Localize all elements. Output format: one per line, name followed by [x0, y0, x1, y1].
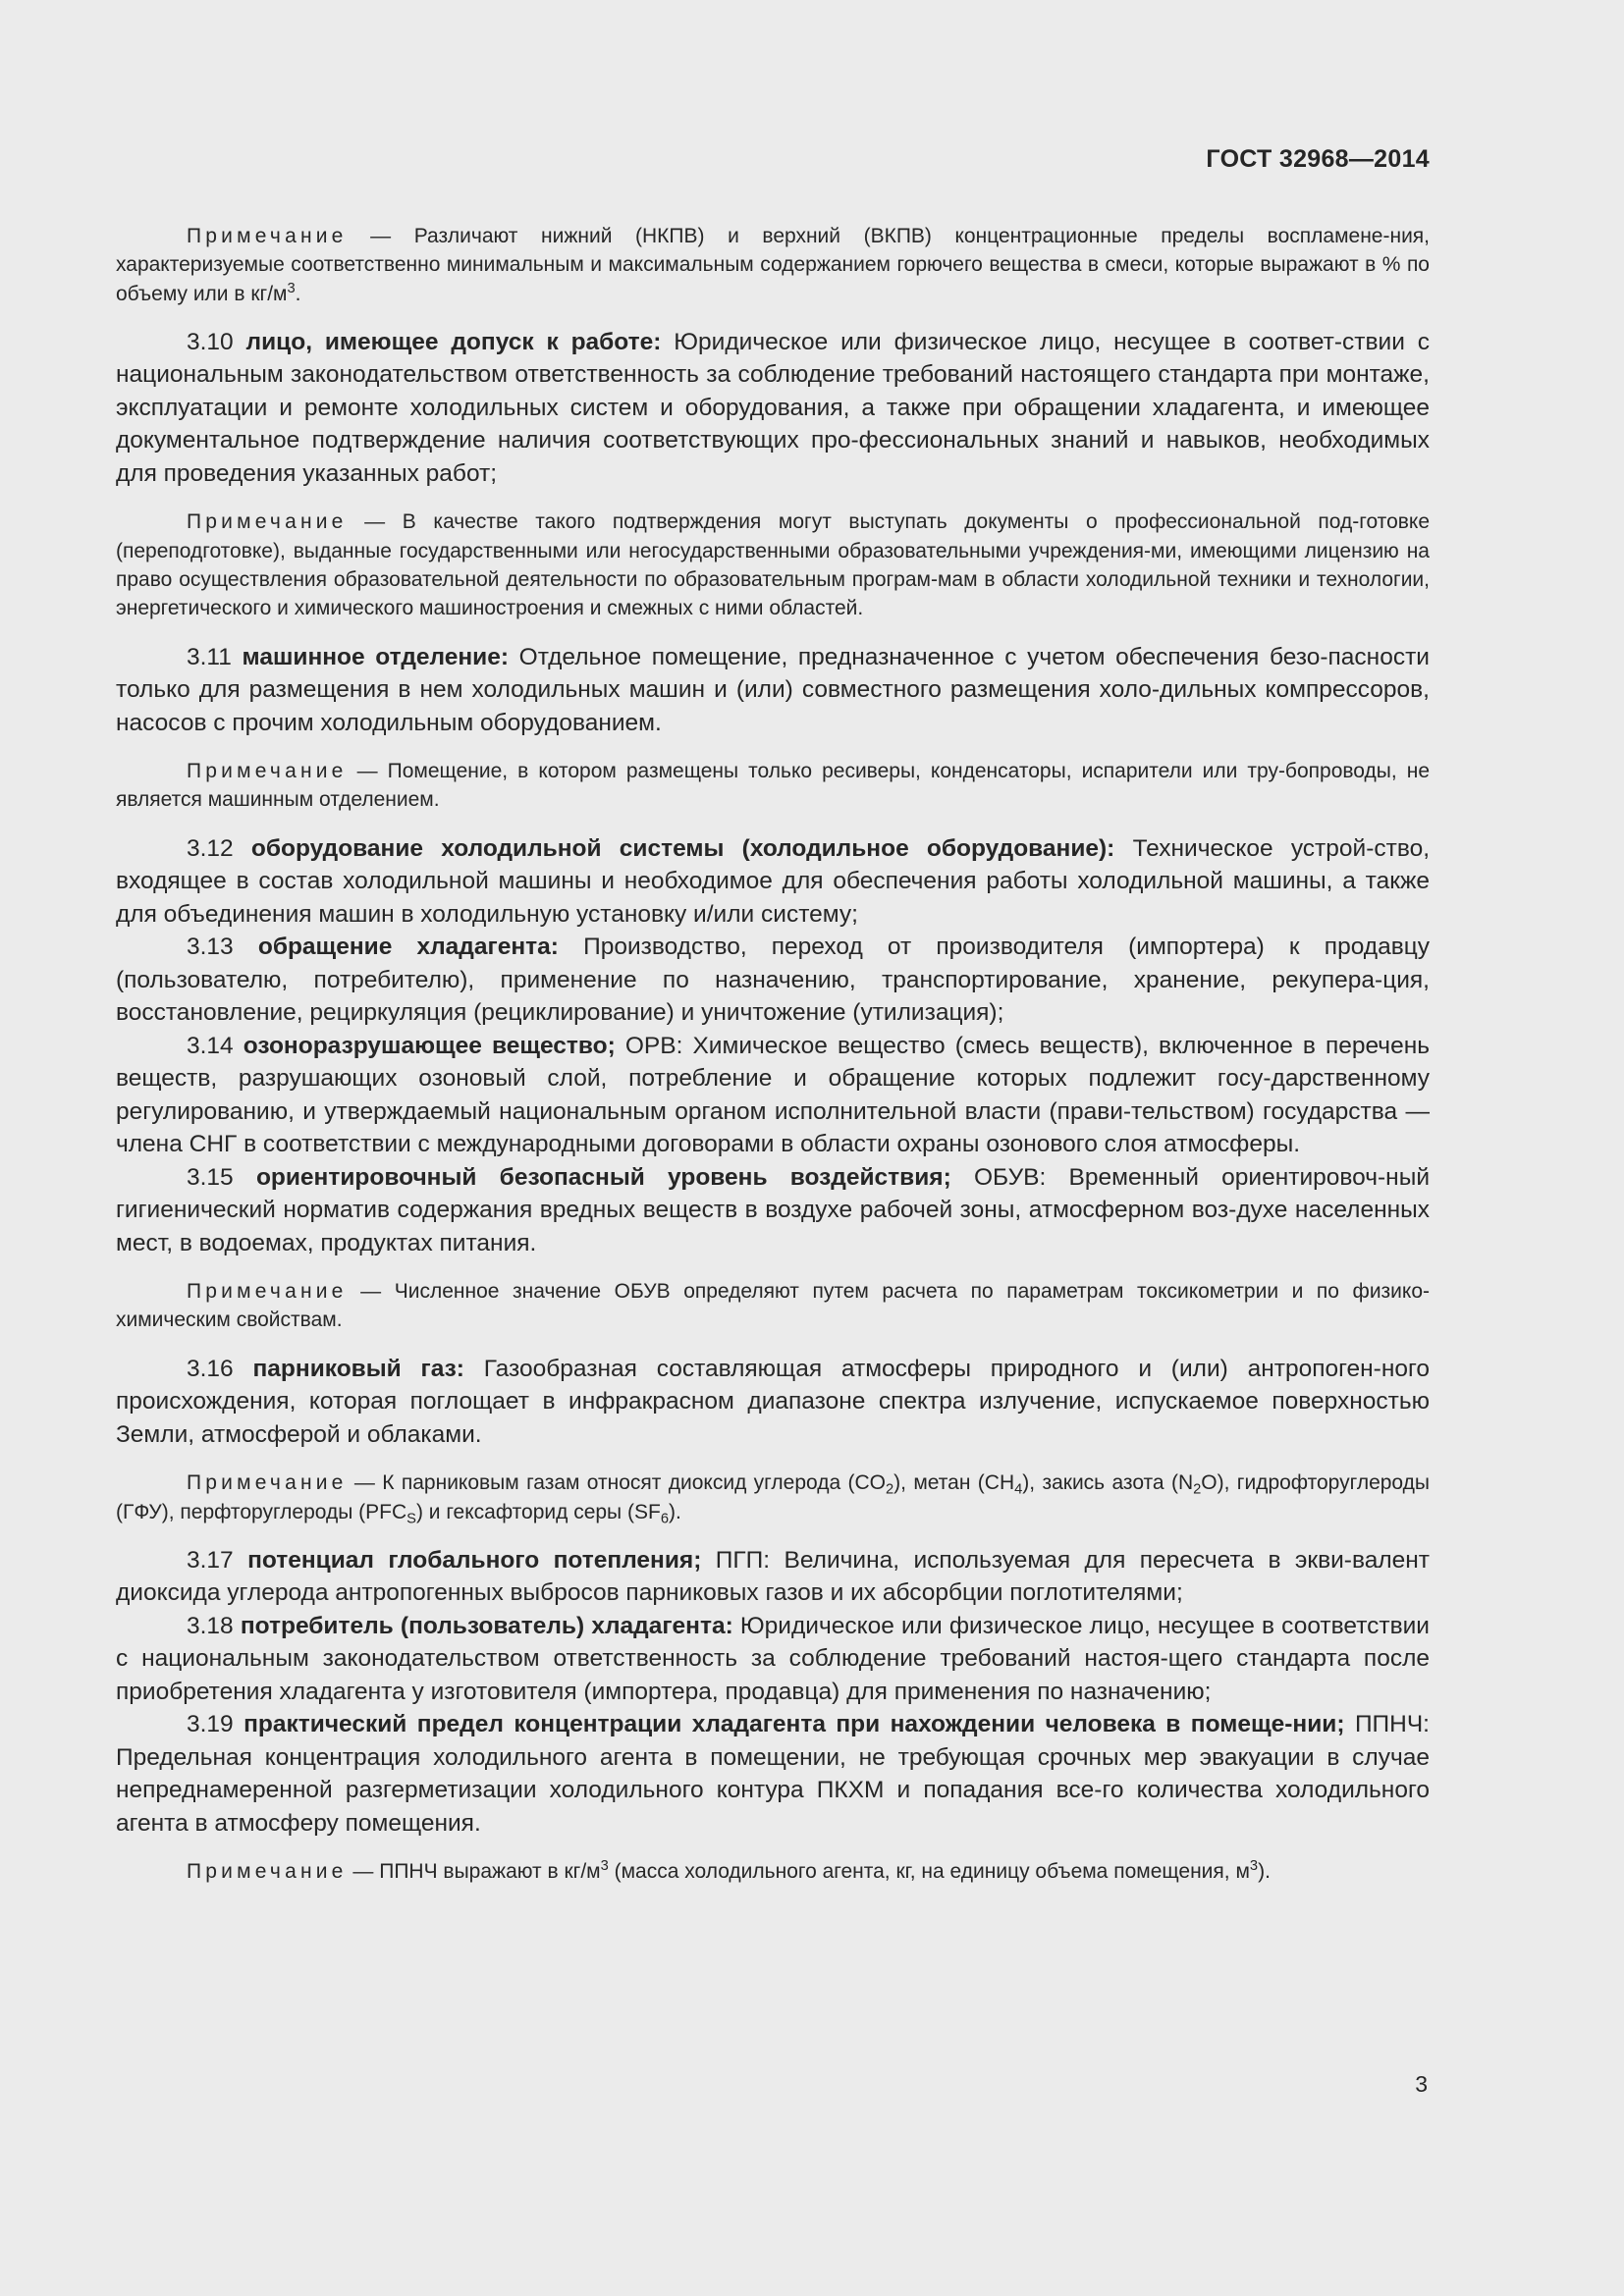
note-label: Примечание	[187, 225, 348, 247]
term-title: озоноразрушающее вещество;	[243, 1032, 616, 1059]
term-3-10: 3.10 лицо, имеющее допуск к работе: Юридическое или физическое лицо, несущее в соответ-ствии с национальным законодательством ответственность за соблюдение требований настоящего стандарта при монтаже, эксплуатации и ремонте холодильных систем и оборудования, а также при обращении хладагента, и имеющее документальное подтверждение наличия соответствующих про-фессиональных знаний и навыков, необходимых для проведения указанных работ;	[116, 328, 1431, 487]
term-3-19: 3.19 практический предел концентрации хладагента при нахождении человека в помеще-нии; ППНЧ: Предельная концентрация холодильного агента в помещении, не требующая срочных мер эвакуации в случае непреднамеренной разгерметизации холодильного контура ПКХМ и попадания все-го количества холодильного агента в атмосферу помещения.	[116, 1711, 1430, 1837]
term-3-15: 3.15 ориентировочный безопасный уровень воздействия; ОБУВ: Временный ориентировоч-ный гигиенический норматив содержания вредных веществ в воздухе рабочей зоны, атмосферном воз-духе населенных мест, в водоемах, продуктах питания.	[116, 1163, 1431, 1256]
term-title: практический предел концентрации хладагента при нахождении человека в помеще-нии;	[244, 1711, 1345, 1738]
note-3-15: Примечание — Численное значение ОБУВ определяют путем расчета по параметрам токсикометрии и по физико-химическим свойствам.	[116, 1280, 1431, 1332]
term-3-17: 3.17 потенциал глобального потепления; ПГП: Величина, используемая для пересчета в экви-валент диоксида углерода антропогенных выбросов парниковых газов и их абсорбции поглотителями;	[116, 1546, 1431, 1607]
term-3-18: 3.18 потребитель (пользователь) хладагента: Юридическое или физическое лицо, несущее в соответствии с национальным законодательством ответственность за соблюдение требований настоя-щего стандарта после приобретения хладагента у изготовителя (импортера, продавца) для применения по назначению;	[116, 1612, 1430, 1705]
note-label: Примечание	[187, 1280, 348, 1304]
term-title: оборудование холодильной системы (холодильное оборудование):	[250, 834, 1115, 862]
page-number: 3	[1415, 2071, 1428, 2097]
term-3-14: 3.14 озоноразрушающее вещество; ОРВ: Химическое вещество (смесь веществ), включенное в перечень веществ, разрушающих озоновый слой, потребление и обращение которых подлежит госу-дарственному регулированию, и утверждаемый национальным органом исполнительной власти (прави-тельством) государства — члена СНГ в соответствии с международными договорами в области охраны озонового слоя атмосферы.	[116, 1032, 1430, 1158]
note-3-16: Примечание — К парниковым газам относят диоксид углерода $(CO_2)$, метан $(CH_4)$, закись азота $(N_2O)$, гидрофторуглероды (ГФУ), перфторуглероды $(PFC_S)$ и гексафторид серы $(SF_6)$.	[116, 1471, 1430, 1526]
term-title: машинное отделение:	[242, 643, 510, 670]
term-title: ориентировочный безопасный уровень воздействия;	[255, 1163, 951, 1191]
note-flammability-limits: Примечание — Различают нижний (НКПВ) и верхний (ВКПВ) концентрационные пределы воспламене-ния, характеризуемые соответственно минимальным и максимальным содержанием горючего вещества в смеси, которые выражают в % по объему или в $кг/м^3$.	[116, 225, 1431, 305]
term-3-11: 3.11 машинное отделение: Отдельное помещение, предназначенное с учетом обеспечения безо-пасности только для размещения в нем холодильных машин и (или) совместного размещения холо-дильных компрессоров, насосов с прочим холодильным оборудованием.	[116, 643, 1430, 736]
note-label: Примечание	[187, 510, 348, 534]
term-title: парниковый газ:	[252, 1355, 464, 1382]
term-title: потенциал глобального потепления;	[247, 1546, 702, 1574]
term-title: потребитель (пользователь) хладагента:	[240, 1612, 733, 1639]
term-3-13: 3.13 обращение хладагента: Производство, переход от производителя (импортера) к продавцу (пользователю, потребителю), применение по назначению, транспортирование, хранение, рекупера-ция, восстановление, рециркуляция (рециклирование) и уничтожение (утилизация);	[116, 934, 1431, 1027]
term-3-12: 3.12 оборудование холодильной системы (холодильное оборудование): Техническое устрой-ство, входящее в состав холодильной машины и необходимое для обеспечения работы холодильной машины, а также для объединения машин в холодильную установку и/или систему;	[116, 834, 1430, 928]
note-3-10: Примечание — В качестве такого подтверждения могут выступать документы о профессиональной под-готовке (переподготовке), выданные государственными или негосударственными образовательными учреждения-ми, имеющими лицензию на право осуществления образовательной деятельности по образовательным програм-мам в области холодильной техники и технологии, энергетического и химического машиностроения и смежных с ними областей.	[116, 510, 1431, 620]
note-3-11: Примечание — Помещение, в котором размещены только ресиверы, конденсаторы, испарители или тру-бопроводы, не является машинным отделением.	[116, 760, 1431, 812]
term-3-16: 3.16 парниковый газ: Газообразная составляющая атмосферы природного и (или) антропоген-ного происхождения, которая поглощает в инфракрасном диапазоне спектра излучение, испускаемое поверхностью Земли, атмосферой и облаками.	[116, 1355, 1430, 1448]
document-header: ГОСТ 32968—2014	[1206, 145, 1430, 173]
term-title: лицо, имеющее допуск к работе:	[245, 328, 662, 355]
note-label: Примечание	[187, 1860, 348, 1884]
term-title: обращение хладагента:	[257, 934, 559, 961]
note-label: Примечание	[187, 1471, 348, 1495]
note-label: Примечание	[187, 760, 348, 783]
page-content	[116, 222, 1430, 1887]
note-3-19: Примечание — ППНЧ выражают в $кг/м^3$ (масса холодильного агента, кг, на единицу объема помещения, $м^3$).	[187, 1858, 1271, 1884]
